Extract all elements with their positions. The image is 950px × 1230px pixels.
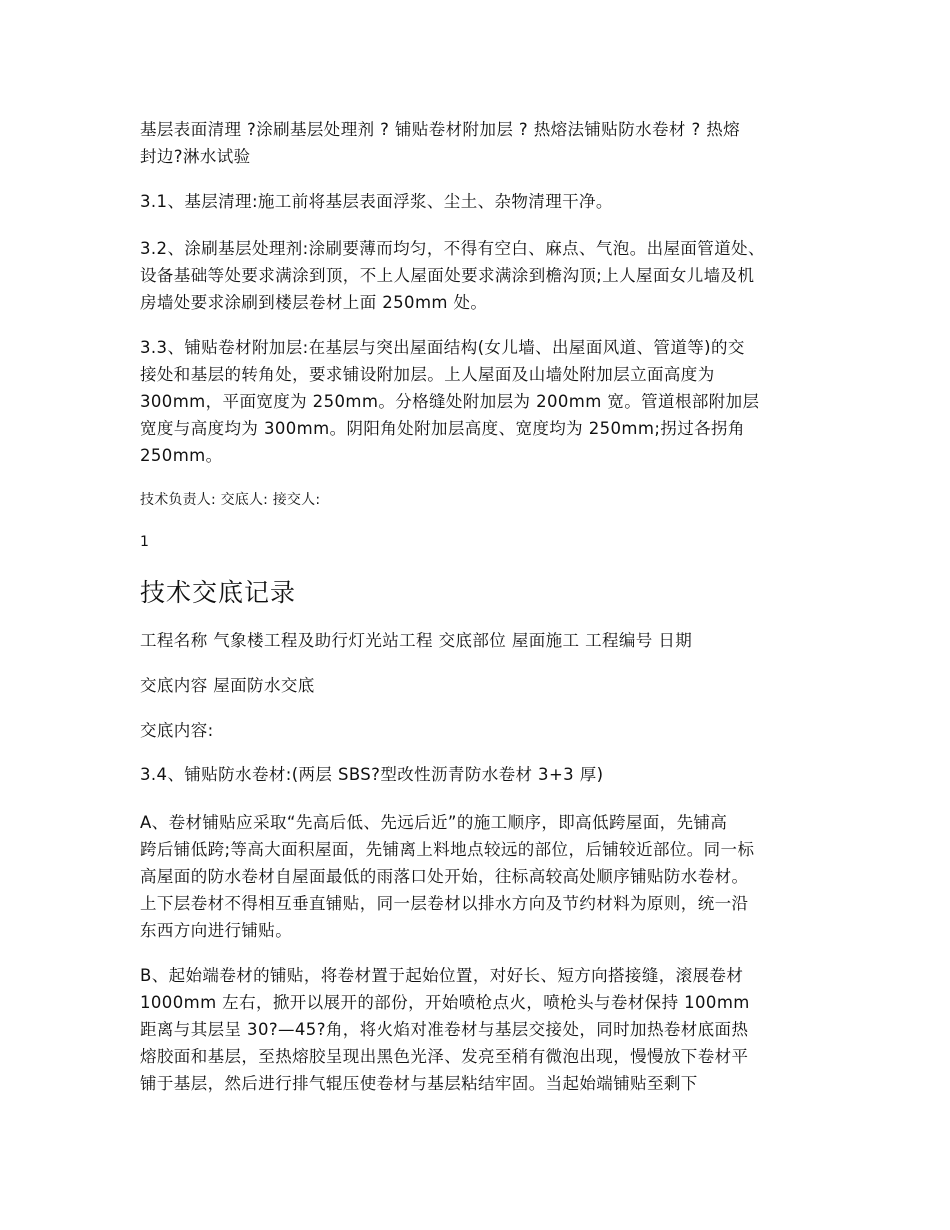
text-line: 跨后铺低跨;等高大面积屋面，先铺离上料地点较远的部位，后铺较近部位。同一标 bbox=[140, 840, 755, 859]
text-line: 熔胶面和基层，至热熔胶呈现出黑色光泽、发亮至稍有微泡出现，慢慢放下卷材平 bbox=[140, 1047, 749, 1066]
page-title: 技术交底记录 bbox=[140, 578, 297, 607]
process-flow-paragraph bbox=[140, 116, 810, 170]
content-summary-line: 交底内容 屋面防水交底 bbox=[140, 676, 315, 695]
text-line: 3.2、涂刷基层处理剂:涂刷要薄而均匀，不得有空白、麻点、气泡。出屋面管道处、 bbox=[140, 239, 765, 258]
text-line: 宽度与高度均为 300mm。阴阳角处附加层高度、宽度均为 250mm;拐过各拐角 bbox=[140, 419, 745, 438]
text-line: 东西方向进行铺贴。 bbox=[140, 921, 293, 940]
text-line: 基层表面清理 ?涂刷基层处理剂 ? 铺贴卷材附加层 ? 热熔法铺贴防水卷材 ? 热熔 bbox=[140, 120, 741, 139]
text-line: 距离与其层呈 30?—45?角，将火焰对准卷材与基层交接处，同时加热卷材底面热 bbox=[140, 1020, 749, 1039]
paragraph-b bbox=[140, 962, 810, 1097]
paragraph-a bbox=[140, 809, 810, 944]
text-line: 接处和基层的转角处，要求铺设附加层。上人屋面及山墙处附加层立面高度为 bbox=[140, 365, 715, 384]
section-3-2-paragraph bbox=[140, 235, 810, 316]
text-line: 300mm，平面宽度为 250mm。分格缝处附加层为 200mm 宽。管道根部附加层 bbox=[140, 392, 760, 411]
content-label: 交底内容: bbox=[140, 721, 214, 740]
page-number: 1 bbox=[140, 534, 150, 550]
text-line: 3.3、铺贴卷材附加层:在基层与突出屋面结构(女儿墙、出屋面风道、管道等)的交 bbox=[140, 338, 745, 357]
text-line: 房墙处要求涂刷到楼层卷材上面 250mm 处。 bbox=[140, 293, 488, 312]
text-line: A、卷材铺贴应采取“先高后低、先远后近”的施工顺序，即高低跨屋面，先铺高 bbox=[140, 813, 728, 832]
text-line: B、起始端卷材的铺贴，将卷材置于起始位置，对好长、短方向搭接缝，滚展卷材 bbox=[140, 966, 744, 985]
section-3-1-paragraph bbox=[140, 188, 810, 215]
text-line: 高屋面的防水卷材自屋面最低的雨落口处开始，往标高较高处顺序铺贴防水卷材。 bbox=[140, 867, 749, 886]
text-line: 铺于基层，然后进行排气辊压使卷材与基层粘结牢固。当起始端铺贴至剩下 bbox=[140, 1074, 698, 1093]
text-line: 上下层卷材不得相互垂直铺贴，同一层卷材以排水方向及节约材料为原则，统一沿 bbox=[140, 894, 749, 913]
section-3-4-heading: 3.4、铺贴防水卷材:(两层 SBS?型改性沥青防水卷材 3+3 厚) bbox=[140, 765, 604, 784]
project-info-line: 工程名称 气象楼工程及助行灯光站工程 交底部位 屋面施工 工程编号 日期 bbox=[140, 631, 693, 650]
text-line: 封边?淋水试验 bbox=[140, 147, 251, 166]
section-3-3-paragraph bbox=[140, 334, 810, 469]
text-line: 250mm。 bbox=[140, 446, 223, 465]
text-line: 设备基础等处要求满涂到顶，不上人屋面处要求满涂到檐沟顶;上人屋面女儿墙及机 bbox=[140, 266, 755, 285]
text-line: 3.1、基层清理:施工前将基层表面浮浆、尘土、杂物清理干净。 bbox=[140, 192, 613, 211]
text-line: 1000mm 左右，掀开以展开的部份，开始喷枪点火，喷枪头与卷材保持 100mm bbox=[140, 993, 750, 1012]
signature-line: 技术负责人: 交底人: 接交人: bbox=[140, 492, 321, 508]
